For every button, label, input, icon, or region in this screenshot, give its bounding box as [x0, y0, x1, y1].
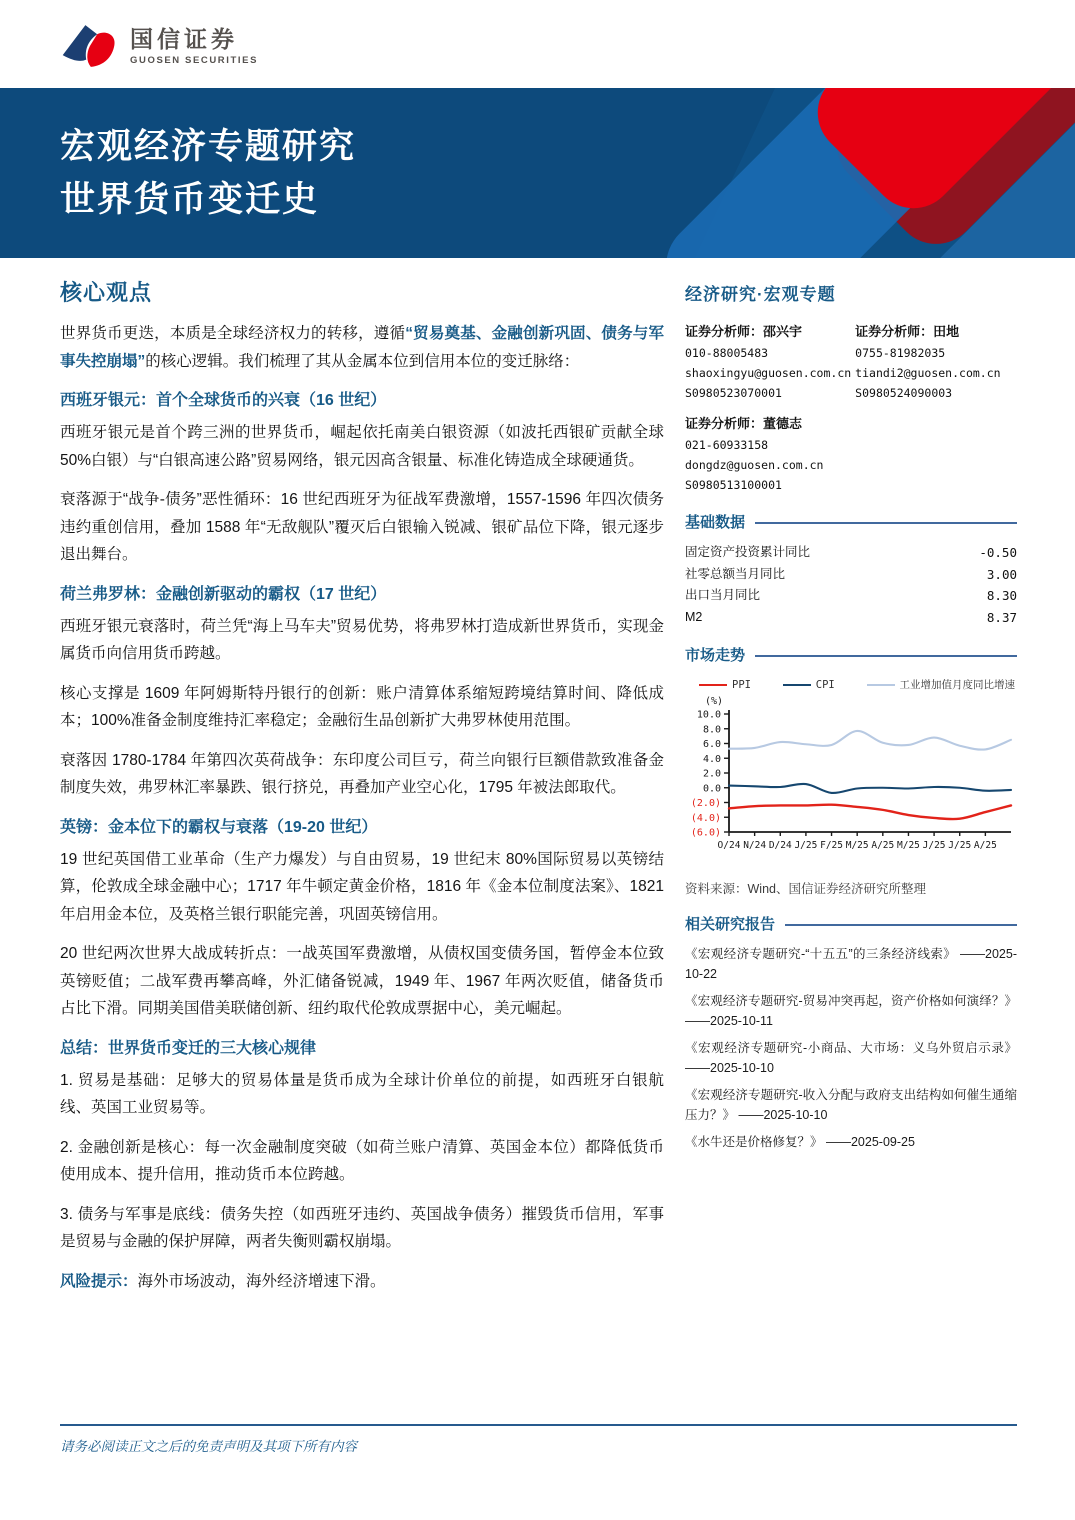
report-list-item: 《宏观经济专题研究-小商品、大市场：义乌外贸启示录》 ——2025-10-10 — [685, 1041, 1017, 1075]
core-view-heading: 核心观点 — [60, 280, 153, 305]
svg-text:0.0: 0.0 — [702, 783, 721, 795]
analyst-card — [685, 321, 851, 403]
analyst-email: shaoxingyu@guosen.com.cn — [685, 366, 852, 380]
market-trend-heading-text: 市场走势 — [685, 647, 746, 664]
report-list-item: 《宏观经济专题研究-收入分配与政府支出结构如何催生通缩压力？》 ——2025-10-10 — [685, 1088, 1017, 1122]
svg-text:(2.0): (2.0) — [690, 798, 721, 809]
svg-text:10.0: 10.0 — [696, 709, 721, 721]
svg-text:A/25: A/25 — [871, 840, 895, 851]
basic-data-value: 8.30 — [986, 588, 1017, 603]
section4-paragraph: 3. 债务与军事是底线：债务失控（如西班牙违约、英国战争债务）摧毁货币信用，军事是贸易与金融的保护屏障，两者失衡则霸权崩塌。 — [60, 1205, 664, 1250]
intro-post: 的核心逻辑。我们梳理了其从金属本位到信用本位的变迁脉络： — [145, 352, 580, 370]
section3-heading: 英镑：金本位下的霸权与衰落（19-20 世纪） — [60, 818, 378, 836]
svg-text:6.0: 6.0 — [702, 739, 721, 750]
chart-legend-item — [867, 677, 1016, 692]
analyst-cert-id: S0980513100001 — [685, 478, 782, 492]
market-trend-heading — [685, 644, 1017, 665]
svg-text:F/25: F/25 — [820, 840, 843, 851]
svg-text:M/25: M/25 — [897, 840, 920, 851]
report-list-item: 《宏观经济专题研究-贸易冲突再起，资产价格如何演绎？》 ——2025-10-11 — [685, 994, 1017, 1028]
analyst-card — [855, 321, 1017, 403]
analyst-email: dongdz@guosen.com.cn — [685, 458, 824, 472]
svg-text:(4.0): (4.0) — [690, 812, 721, 824]
logo-text — [130, 26, 258, 66]
analyst-phone: 0755-81982035 — [855, 346, 946, 360]
basic-data-heading — [685, 511, 1017, 532]
section1-paragraph: 衰落源于“战争-债务”恶性循环：16 世纪西班牙为征战军费激增，1557-1596 年四次债务违约重创信用，叠加 1588 年“无敌舰队”覆灭后白银输入锐减、银矿品位下降，银元逐步退出舞台。 — [60, 491, 664, 563]
basic-data-label: 社零总额当月同比 — [685, 566, 786, 581]
analyst-cert-id: S0980523070001 — [685, 386, 782, 400]
report-title — [60, 120, 356, 226]
analyst-email: tiandi2@guosen.com.cn — [855, 366, 1001, 380]
section3-paragraph: 19 世纪英国借工业革命（生产力爆发）与自由贸易，19 世纪末 80%国际贸易以英镑结算，伦敦成全球金融中心；1717 年牛顿定黄金价格，1816 年《金本位制度法案》、1821 年启用金本位，及英格兰银行职能完善，巩固英镑信用。 — [60, 850, 664, 923]
chart-legend-item — [699, 679, 751, 691]
section2-heading: 荷兰弗罗林：金融创新驱动的霸权（17 世纪） — [60, 585, 387, 603]
section1-paragraph: 西班牙银元是首个跨三洲的世界货币，崛起依托南美白银资源（如波托西银矿贡献全球 50%白银）与“白银高速公路”贸易网络，银元因高含银量、标准化铸造成全球硬通货。 — [60, 424, 664, 469]
legend-label: CPI — [815, 678, 835, 691]
section3-paragraph: 20 世纪两次世界大战成转折点：一战英国军费激增，从债权国变债务国，暂停金本位致英镑贬值；二战军费再攀高峰，外汇储备锐减，1949 年、1967 年两次贬值，储备货币占比下滑。同期美国借美联储创新、纽约取代伦敦成票据中心，美元崛起。 — [60, 945, 664, 1017]
data-source-note: 资料来源：Wind、国信证券经济研究所整理 — [685, 882, 926, 896]
related-reports-heading-text: 相关研究报告 — [685, 916, 776, 933]
report-title-line2: 世界货币变迁史 — [60, 180, 320, 219]
section2-paragraph: 西班牙银元衰落时，荷兰凭“海上马车夫”贸易优势，将弗罗林打造成新世界货币，实现金属货币向信用货币跨越。 — [60, 617, 664, 662]
related-reports-list — [685, 944, 1017, 1152]
svg-text:A/25: A/25 — [973, 840, 997, 851]
line-chart — [685, 692, 1017, 864]
analyst-phone: 010-88005483 — [685, 346, 769, 360]
basic-data-row — [685, 564, 1017, 586]
logo-name-en: GUOSEN SECURITIES — [130, 55, 259, 66]
page-footer — [60, 1424, 1017, 1455]
basic-data-label: M2 — [685, 609, 703, 624]
svg-text:2.0: 2.0 — [702, 768, 721, 780]
legend-label: PPI — [732, 678, 751, 691]
guosen-logo-icon — [60, 20, 118, 72]
basic-data-value: -0.50 — [979, 545, 1017, 560]
section2-paragraph: 核心支撑是 1609 年阿姆斯特丹银行的创新：账户清算体系缩短跨境结算时间、降低成本；100%准备金制度维持汇率稳定；金融衍生品创新扩大弗罗林使用范围。 — [60, 684, 664, 729]
report-list-item: 《水牛还是价格修复？》 ——2025-09-25 — [685, 1135, 915, 1149]
disclaimer-text: 请务必阅读正文之后的免责声明及其项下所有内容 — [60, 1439, 357, 1454]
legend-swatch — [867, 684, 895, 686]
market-trend-chart — [685, 675, 1017, 869]
basic-data-row — [685, 542, 1017, 564]
legend-swatch — [699, 684, 727, 686]
svg-text:J/25: J/25 — [948, 840, 972, 851]
svg-text:D/24: D/24 — [768, 840, 792, 851]
svg-text:N/24: N/24 — [743, 840, 767, 851]
title-banner — [0, 88, 1075, 258]
basic-data-row — [685, 585, 1017, 607]
svg-text:(%): (%) — [705, 696, 724, 707]
basic-data-row — [685, 607, 1017, 629]
page-header — [0, 0, 1075, 88]
sidebar — [685, 280, 1017, 1159]
risk-warning-label: 风险提示： — [60, 1272, 138, 1290]
section4-heading: 总结：世界货币变迁的三大核心规律 — [60, 1039, 317, 1057]
svg-text:(6.0): (6.0) — [690, 827, 721, 839]
svg-text:J/25: J/25 — [794, 840, 818, 851]
logo-name-cn: 国信证券 — [130, 26, 238, 52]
basic-data-value: 8.37 — [986, 609, 1017, 625]
section2-paragraph: 衰落因 1780-1784 年第四次英荷战争：东印度公司巨亏，荷兰向银行巨额借款致准备金制度失效，弗罗林汇率暴跌、银行挤兑，再叠加产业空心化，1795 年被法郎取代。 — [60, 751, 664, 796]
analyst-cert-id: S0980524090003 — [855, 386, 953, 400]
basic-data-label: 固定资产投资累计同比 — [685, 545, 811, 559]
risk-warning — [60, 1268, 664, 1296]
intro-pre: 世界货币更迭，本质是全球经济权力的转移，遵循 — [60, 325, 406, 342]
category-title: 经济研究·宏观专题 — [685, 285, 836, 304]
guosen-logo — [60, 20, 258, 72]
risk-warning-text: 海外市场波动，海外经济增速下滑。 — [137, 1272, 386, 1290]
analyst-name: 证券分析师：邵兴宇 — [685, 324, 803, 339]
heading-rule — [755, 655, 1017, 657]
section4-paragraph: 2. 金融创新是核心：每一次金融制度突破（如荷兰账户清算、英国金本位）都降低货币使用成本、提升信用，推动货币本位跨越。 — [60, 1138, 664, 1183]
svg-text:8.0: 8.0 — [702, 724, 721, 736]
svg-text:4.0: 4.0 — [702, 753, 721, 765]
analyst-card — [685, 413, 851, 495]
section1-heading: 西班牙银元：首个全球货币的兴衰（16 世纪） — [60, 392, 387, 409]
svg-text:J/25: J/25 — [922, 840, 946, 851]
basic-data-value: 3.00 — [986, 566, 1017, 582]
analyst-phone: 021-60933158 — [685, 438, 769, 452]
report-list-item: 《宏观经济专题研究-“十五五”的三条经济线索》 ——2025-10-22 — [685, 947, 1017, 981]
related-reports-heading — [685, 913, 1017, 934]
chart-legend-item — [783, 679, 835, 691]
legend-swatch — [783, 684, 811, 686]
svg-text:M/25: M/25 — [845, 840, 869, 851]
legend-label: 工业增加值月度同比增速 — [899, 679, 1015, 691]
heading-rule — [755, 522, 1017, 524]
basic-data-table — [685, 542, 1017, 628]
basic-data-heading-text: 基础数据 — [685, 514, 746, 531]
intro-em: “贸易奠基、金融创新巩固、债务与军事失控崩塌” — [60, 325, 664, 370]
heading-rule — [785, 924, 1017, 926]
analyst-name: 证券分析师：董德志 — [685, 416, 803, 431]
banner-decoration — [655, 88, 1075, 258]
intro-paragraph — [60, 320, 664, 375]
section4-paragraph: 1. 贸易是基础：足够大的贸易体量是货币成为全球计价单位的前提，如西班牙白银航线、英国工业贸易等。 — [60, 1071, 664, 1116]
chart-legend — [685, 675, 1017, 692]
analyst-list — [685, 321, 1017, 495]
basic-data-label: 出口当月同比 — [685, 588, 761, 602]
report-title-line1: 宏观经济专题研究 — [60, 127, 357, 166]
analyst-name: 证券分析师：田地 — [855, 324, 960, 339]
core-view-column — [60, 276, 664, 1307]
svg-text:O/24: O/24 — [717, 840, 741, 851]
